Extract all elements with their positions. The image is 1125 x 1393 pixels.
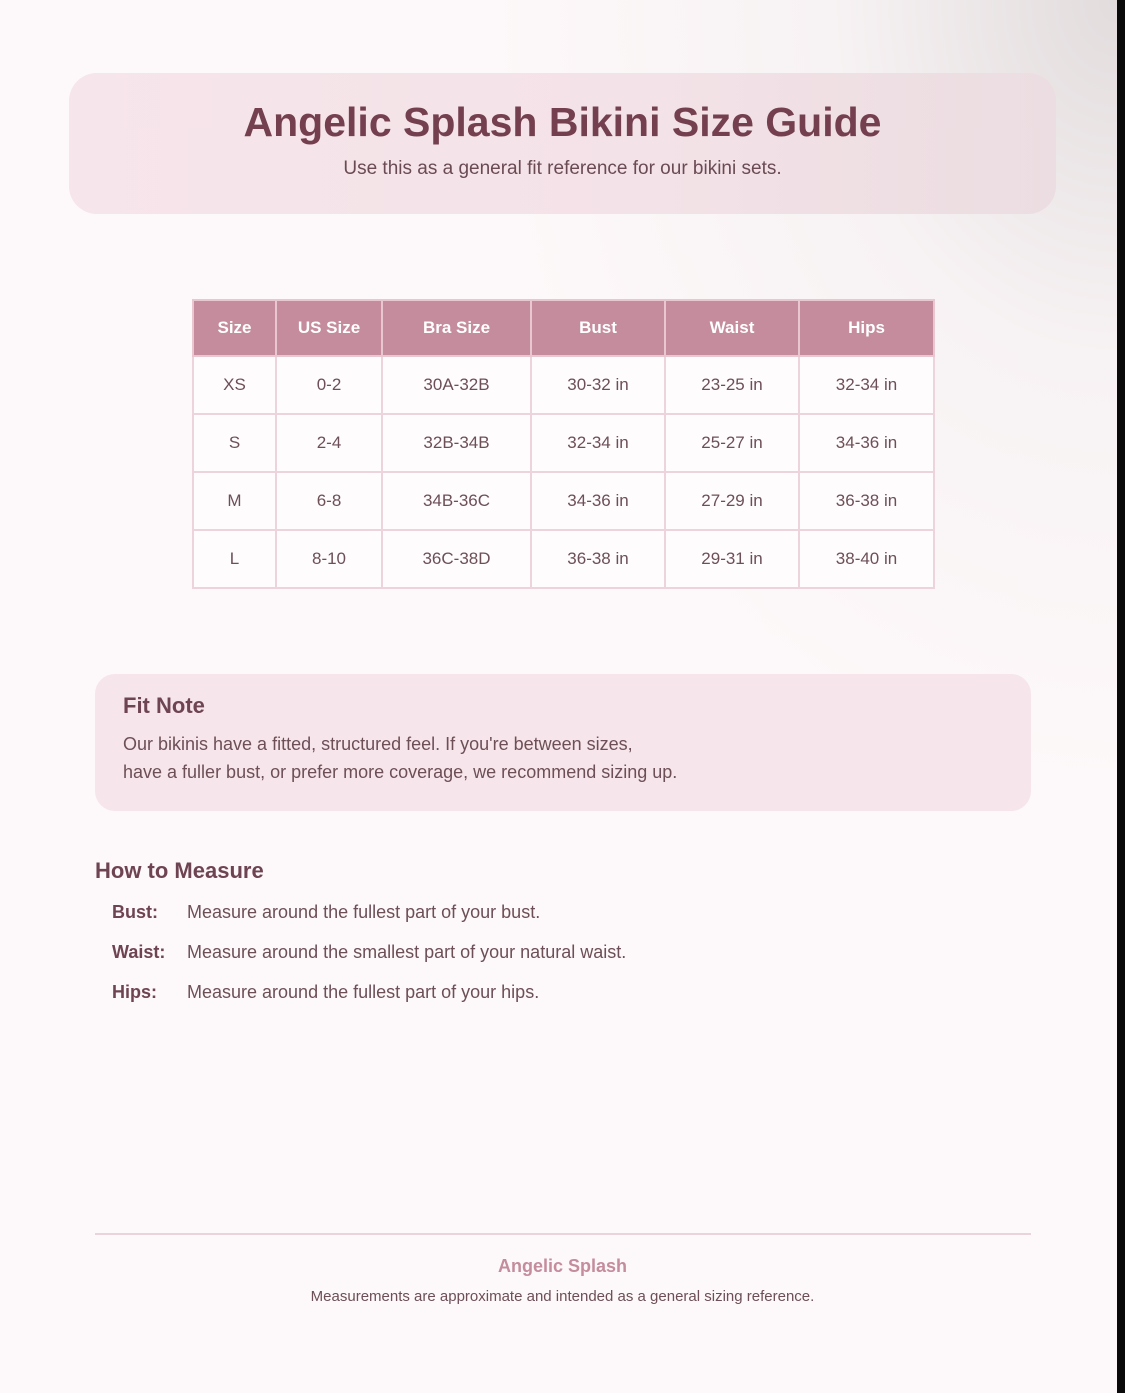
table-cell-bra-size: 32B-34B: [382, 414, 531, 472]
table-cell-waist: 25-27 in: [665, 414, 799, 472]
measure-label: Bust:: [112, 902, 158, 922]
column-header-hips: Hips: [799, 300, 934, 356]
table-cell-hips: 38-40 in: [799, 530, 934, 588]
table-header-row: [193, 300, 934, 356]
header-card: [69, 73, 1056, 214]
table-cell-bust: 30-32 in: [531, 356, 665, 414]
table-cell-hips: 34-36 in: [799, 414, 934, 472]
measure-text: Measure around the fullest part of your bust.: [187, 902, 541, 922]
footer-brand: Angelic Splash: [497, 1256, 628, 1276]
table-cell-bra-size: 30A-32B: [382, 356, 531, 414]
fit-note-line: Our bikinis have a fitted, structured feel. If you're between sizes,: [123, 734, 633, 754]
size-table: [192, 299, 935, 589]
measure-label: Hips:: [112, 982, 157, 1002]
measure-text: Measure around the fullest part of your hips.: [187, 982, 540, 1002]
fit-note-card: [95, 674, 1031, 811]
table-cell-size: S: [193, 414, 276, 472]
column-header-bust: Bust: [531, 300, 665, 356]
fit-note-line: have a fuller bust, or prefer more coverage, we recommend sizing up.: [123, 762, 678, 782]
table-cell-bust: 34-36 in: [531, 472, 665, 530]
table-row: [193, 414, 934, 472]
column-header-us-size: US Size: [276, 300, 382, 356]
measure-label: Waist:: [112, 942, 166, 962]
fit-note-title: Fit Note: [123, 693, 205, 718]
table-cell-bust: 32-34 in: [531, 414, 665, 472]
table-cell-size: M: [193, 472, 276, 530]
table-row: [193, 356, 934, 414]
table-cell-bra-size: 36C-38D: [382, 530, 531, 588]
column-header-bra-size: Bra Size: [382, 300, 531, 356]
table-cell-size: L: [193, 530, 276, 588]
table-cell-us-size: 6-8: [276, 472, 382, 530]
table-cell-size: XS: [193, 356, 276, 414]
how-to-measure-title: How to Measure: [95, 858, 264, 883]
table-cell-hips: 32-34 in: [799, 356, 934, 414]
column-header-size: Size: [193, 300, 276, 356]
footer-divider: [95, 1233, 1031, 1235]
table-cell-bra-size: 34B-36C: [382, 472, 531, 530]
table-row: [193, 530, 934, 588]
table-row: [193, 472, 934, 530]
table-cell-waist: 27-29 in: [665, 472, 799, 530]
table-cell-us-size: 0-2: [276, 356, 382, 414]
window-edge: [1117, 0, 1125, 1393]
table-cell-bust: 36-38 in: [531, 530, 665, 588]
page-title: Angelic Splash Bikini Size Guide: [243, 99, 882, 145]
column-header-waist: Waist: [665, 300, 799, 356]
table-cell-waist: 23-25 in: [665, 356, 799, 414]
measure-text: Measure around the smallest part of your natural waist.: [187, 942, 627, 962]
footer-note: Measurements are approximate and intended as a general sizing reference.: [310, 1288, 815, 1305]
table-cell-us-size: 2-4: [276, 414, 382, 472]
page-subtitle: Use this as a general fit reference for our bikini sets.: [343, 158, 782, 179]
table-cell-waist: 29-31 in: [665, 530, 799, 588]
table-cell-us-size: 8-10: [276, 530, 382, 588]
table-cell-hips: 36-38 in: [799, 472, 934, 530]
